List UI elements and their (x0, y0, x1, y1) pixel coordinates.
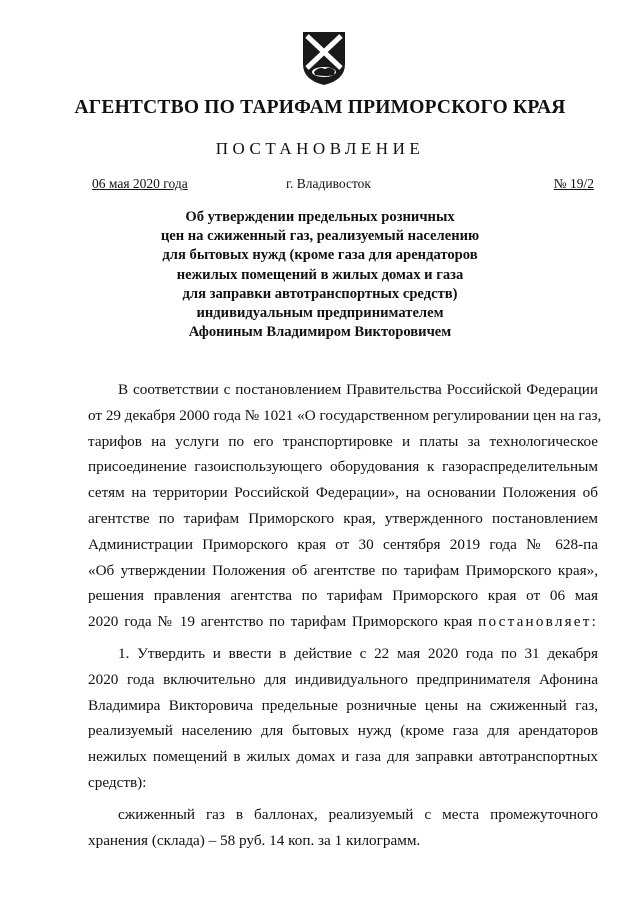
body-line (88, 609, 598, 635)
item-detail-line: хранения (склада) – 58 руб. 14 коп. за 1 килограмм. (88, 831, 421, 849)
body-line: тарифов на услуги по его транспортировке и платы за технологическое (88, 432, 598, 450)
item-line: нежилых помещений в жилых домах и газа для заправки автотранспортных (88, 748, 598, 766)
item-line: Владимира Викторовича предельные розничные цены на сжиженный газ, (88, 696, 598, 714)
body-line: сетям на территории Российской Федерации», на основании Положения об (88, 484, 598, 502)
document-type: ПОСТАНОВЛЕНИЕ (215, 139, 425, 158)
body-line-prefix: 2020 года № 19 агентство по тарифам Приморского края (88, 613, 473, 631)
item-line: 2020 года включительно для индивидуального предпринимателя Афонина (88, 670, 598, 688)
body-line: «Об утверждении Положения об агентстве по тарифам Приморского края», (88, 561, 598, 579)
decree-word: постановляет: (478, 613, 598, 631)
body-line: присоединение газоиспользующего оборудования к газораспределительным (88, 458, 598, 476)
item-line: средств): (88, 773, 147, 791)
body-line: агентстве по тарифам Приморского края, утвержденного постановлением (88, 509, 598, 527)
body-line: от 29 декабря 2000 года № 1021 «О государственном регулировании цен на газ, (88, 406, 602, 424)
title-line: нежилых помещений в жилых домах и газа (176, 266, 464, 283)
body-line: Администрации Приморского края от 30 сентября 2019 года № 628-па (88, 535, 598, 553)
item-line: реализуемый населению для бытовых нужд (кроме газа для арендаторов (88, 722, 598, 740)
item-line: 1. Утвердить и ввести в действие с 22 мая 2020 года по 31 декабря (118, 644, 598, 662)
title-line: Об утверждении предельных розничных (185, 209, 455, 225)
title-line: цен на сжиженный газ, реализуемый населению (160, 228, 480, 245)
document-number: № 19/2 (553, 176, 594, 191)
document-body (88, 377, 602, 853)
title-line: для заправки автотранспортных средств) (182, 285, 458, 302)
title-line: для бытовых нужд (кроме газа для арендаторов (162, 247, 478, 264)
body-line: решения правления агентства по тарифам Приморского края от 06 мая (88, 587, 598, 605)
item-detail-line: сжиженный газ в баллонах, реализуемый с места промежуточного (118, 805, 598, 823)
body-line: В соответствии с постановлением Правительства Российской Федерации (118, 381, 598, 398)
title-line: Афониным Владимиром Викторовичем (188, 324, 452, 341)
document-city: г. Владивосток (286, 176, 371, 191)
title-line: индивидуальным предпринимателем (196, 305, 444, 322)
document-date: 06 мая 2020 года (92, 176, 188, 191)
coat-of-arms-emblem (301, 30, 347, 86)
agency-name: АГЕНТСТВО ПО ТАРИФАМ ПРИМОРСКОГО КРАЯ (74, 97, 566, 118)
document-title (0, 208, 640, 342)
